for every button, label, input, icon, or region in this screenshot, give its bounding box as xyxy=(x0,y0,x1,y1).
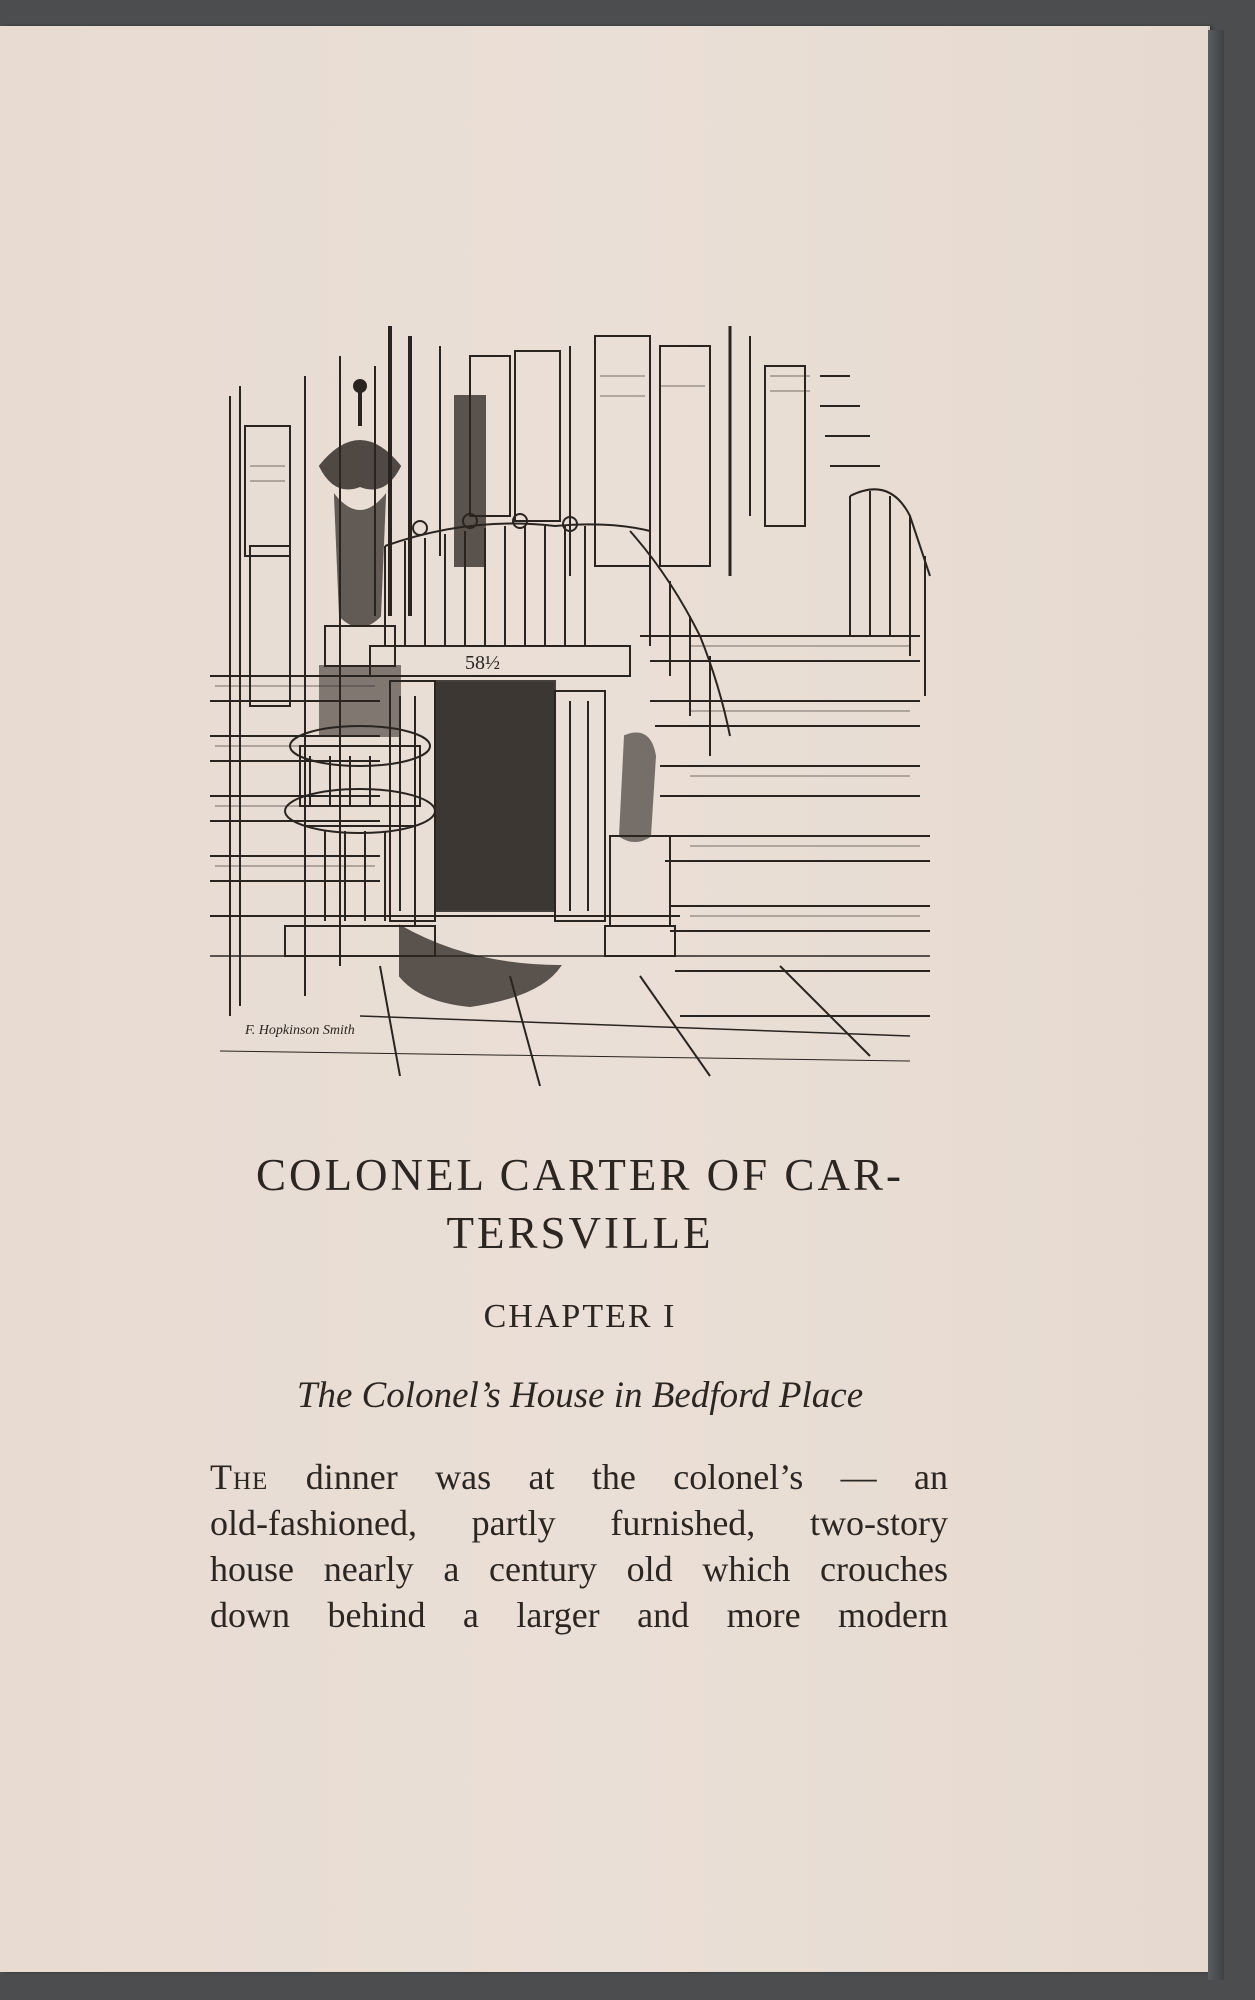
body-line-4: down behind a larger and more modern xyxy=(210,1595,948,1635)
artist-signature: F. Hopkinson Smith xyxy=(245,1023,355,1038)
title-line-2: TERSVILLE xyxy=(446,1208,714,1258)
illustration-stoop xyxy=(210,316,940,1106)
drop-word: The xyxy=(210,1457,269,1497)
chapter-heading: CHAPTER I xyxy=(483,1298,677,1335)
book-title xyxy=(200,1146,960,1262)
chapter-subtitle: The Colonel’s House in Bedford Place xyxy=(296,1375,864,1416)
title-line-1: COLONEL CARTER OF CAR- xyxy=(256,1150,904,1200)
body-line-1-rest: dinner was at the colonel’s — an xyxy=(268,1457,948,1497)
body-line-1 xyxy=(210,1454,948,1500)
book-page xyxy=(0,26,1208,1972)
house-number: 58½ xyxy=(465,652,500,674)
body-line-3: house nearly a century old which crouches xyxy=(210,1549,948,1589)
book-page-edge xyxy=(1208,30,1224,1980)
body-paragraph xyxy=(210,1454,948,1638)
body-line-2: old-fashioned, partly furnished, two-story xyxy=(210,1503,948,1543)
